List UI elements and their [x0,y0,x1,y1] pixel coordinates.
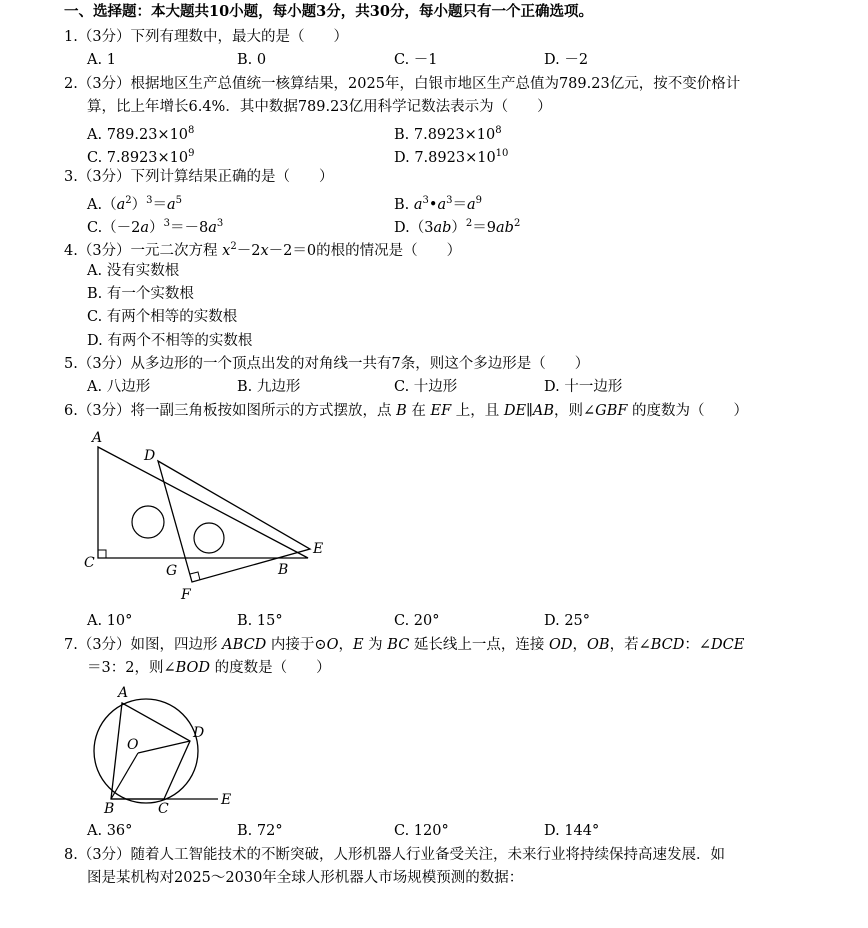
q5-option-c: C. 十边形 [394,379,458,395]
q3-option-c: $C.(-2a)^3=-8a^3$ [87,218,224,236]
q7-option-c: C. 120° [394,823,449,839]
q1-option-a: A. 1 [87,52,116,68]
q4-option-d: D. 有两个不相等的实数根 [87,333,253,349]
q3-option-a: $A.(a^2)^3=a^5$ [87,195,183,213]
label-d: D [193,725,205,741]
q5-stem: 5.（3分）从多边形的一个顶点出发的对角线一共有7条，则这个多边形是（ ） [64,356,590,372]
q1-option-c: C. －1 [394,52,438,68]
q6-stem: 6.（3分）将一副三角板按如图所示的方式摆放，点 B 在 EF 上，且 DE∥AB，则∠GBF 的度数为（ ） [64,403,749,419]
q3-option-b: B. $a^3•a^3=a^9$ [394,195,483,213]
q6-option-a: A. 10° [87,613,133,629]
label-b: B [278,562,289,578]
q7-stem-line2: ＝3：2，则∠BOD 的度数是（ ） [87,660,331,676]
label-b: B [104,801,115,817]
section-title: 一、选择题：本大题共10小题，每小题3分，共30分，每小题只有一个正确选项。 [64,3,593,20]
label-c: C [158,801,169,817]
label-c: C [84,555,95,571]
q6-option-c: C. 20° [394,613,440,629]
q4-option-b: B. 有一个实数根 [87,286,194,302]
q7-option-a: A. 36° [87,823,133,839]
q6-option-b: B. 15° [237,613,283,629]
label-o: O [127,737,139,753]
q5-option-a: A. 八边形 [87,379,151,395]
q1-option-b: B. 0 [237,52,267,68]
q2-stem-line1: 2.（3分）根据地区生产总值统一核算结果，2025年，白银市地区生产总值为789.23亿元，按不变价格计 [64,76,741,92]
q2-option-d: D. $7.8923\times 10^{10}$ [394,148,509,166]
q1-option-d: D. －2 [544,52,589,68]
q8-stem-line1: 8.（3分）随着人工智能技术的不断突破，人形机器人行业备受关注，未来行业将持续保持高速发展．如 [64,847,726,863]
q8-stem-line2: 图是某机构对2025～2030年全球人形机器人市场规模预测的数据： [87,870,524,886]
label-a: A [118,685,129,701]
q4-stem: 4.（3分）一元二次方程 $x^2-2x-2=0$的根的情况是（ ） [64,241,462,259]
q7-stem-line1: 7.（3分）如图，四边形 ABCD 内接于⊙O，E 为 BC 延长线上一点，连接 OD，OB，若∠BCD：∠DCE [64,637,745,653]
label-e: E [221,792,232,808]
label-a: A [92,430,103,446]
q1-stem: 1.（3分）下列有理数中，最大的是（ ） [64,29,349,45]
q2-option-a: A. $789.23\times 10^8$ [87,125,195,143]
q4-option-a: A. 没有实数根 [87,263,180,279]
q7-option-d: D. 144° [544,823,600,839]
q3-stem: 3.（3分）下列计算结果正确的是（ ） [64,169,334,185]
q7-option-b: B. 72° [237,823,283,839]
q2-stem-line2: 算，比上年增长6.4%．其中数据789.23亿用科学记数法表示为（ ） [87,99,552,115]
q4-option-c: C. 有两个相等的实数根 [87,309,238,325]
label-e: E [313,541,324,557]
label-f: F [181,587,191,603]
q2-option-c: C. $7.8923\times 10^9$ [87,148,195,166]
q5-option-d: D. 十一边形 [544,379,623,395]
q2-option-b: B. $7.8923\times 10^8$ [394,125,502,143]
label-d: D [144,448,156,464]
label-g: G [166,563,178,579]
q6-figure-triangles [80,425,340,610]
q3-option-d: $D.(3ab)^2=9ab^2$ [394,218,521,236]
q6-option-d: D. 25° [544,613,591,629]
q7-figure-circle [78,683,248,818]
q5-option-b: B. 九边形 [237,379,301,395]
